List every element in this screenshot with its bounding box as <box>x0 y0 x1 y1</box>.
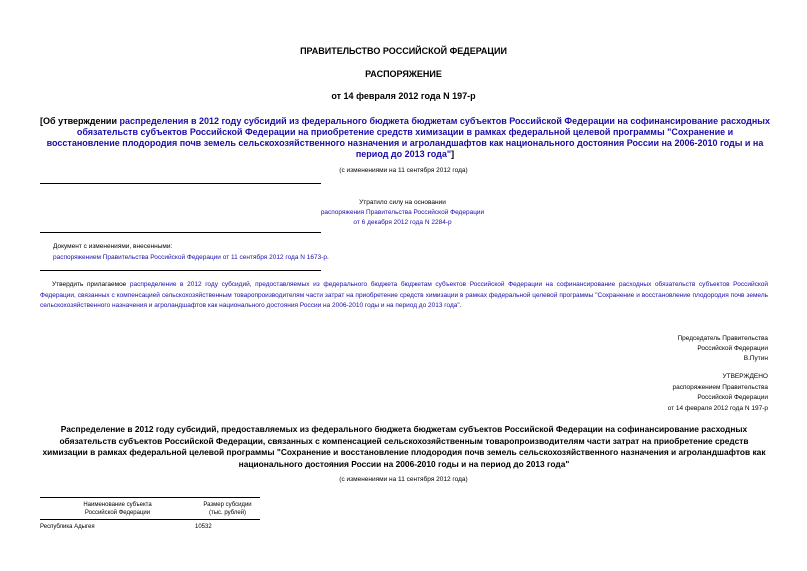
approved-line2: распоряжением Правительства <box>672 383 768 391</box>
document-heading <box>40 116 770 160</box>
approve-link[interactable]: распределение в 2012 году субсидий, предоставляемых из федерального бюджета бюджетам субъектов Российской Федерации на софинансирование расходных обязательств субъектов Российской Федерации, связанных с компенсацией сельскохозяйственным товаропроизводителям части затрат на приобретение средств химизации в рамках федеральной целевой программы "Сохранение и восстановление плодородия почв земель сельскохозяйственного назначения и агроландшафтов как национального достояния России на 2006-2010 годы и на период до 2013 года" <box>40 281 768 309</box>
signature-block <box>560 334 768 364</box>
table-header-row <box>40 498 260 520</box>
header-amount-line1: Размер субсидии <box>203 502 252 508</box>
distribution-title: Распределение в 2012 году субсидий, предоставляемых из федерального бюджета бюджетам субъектов Российской Федерации на софинансирование расходных обязательств субъектов Российской Федерации, связанных с компенсацией сельскохозяйственным товаропроизводителям части затрат на приобретение средств химизации в рамках федеральной целевой программы "Сохранение и восстановление плодородия почв земель сельскохозяйственного назначения и агроландшафтов как национального достояния России на 2006-2010 годы и на период до 2013 года" <box>42 424 766 469</box>
signature-org: Российской Федерации <box>697 345 768 352</box>
amendment-note: (с изменениями на 11 сентября 2012 года) <box>339 167 468 174</box>
divider <box>40 270 321 271</box>
divider <box>40 183 321 184</box>
table-row <box>40 520 260 532</box>
subsidy-table <box>40 497 260 531</box>
table-cell-amount: 10532 <box>195 524 212 530</box>
lost-force-label: Утратило силу на основании <box>359 199 446 206</box>
approved-line3: Российской Федерации <box>697 394 768 401</box>
heading-suffix: ] <box>451 149 455 159</box>
signature-position: Председатель Правительства <box>677 335 768 342</box>
approve-suffix: . <box>459 302 462 309</box>
lost-force-block <box>300 198 505 228</box>
header-subject-line1: Наименование субъекта <box>83 502 152 508</box>
table-header-amount <box>195 498 260 520</box>
header-amount-line2: (тыс. рублей) <box>208 510 247 516</box>
approved-block <box>560 372 768 414</box>
divider <box>40 232 321 233</box>
amendments-label: Документ с изменениями, внесенными: <box>53 243 173 250</box>
document-date: от 14 февраля 2012 года N 197-р <box>331 91 476 101</box>
lost-force-link-line1[interactable]: распоряжения Правительства Российской Федерации <box>320 209 485 216</box>
approved-label: УТВЕРЖДЕНО <box>722 373 768 380</box>
amendment-note-2: (с изменениями на 11 сентября 2012 года) <box>339 476 468 483</box>
document-type: РАСПОРЯЖЕНИЕ <box>365 69 442 79</box>
amendments-box <box>53 241 453 263</box>
lost-force-link-line2[interactable]: от 6 декабря 2012 года N 2284-р <box>353 219 452 226</box>
heading-link[interactable]: распределения в 2012 году субсидий из федерального бюджета бюджетам субъектов Российской Федерации на софинансирование расходных обязательств субъектов Российской Федерации на приобретение средств химизации в рамках федеральной целевой программы "Сохранение и восстановление плодородия почв земель сельскохозяйственного назначения и агроландшафтов как национального достояния России на 2006-2010 годы и на период до 2013 года" <box>46 116 770 159</box>
table-header-subject <box>40 498 195 520</box>
table-cell-subject: Республика Адыгея <box>40 524 95 530</box>
amendments-link[interactable]: распоряжением Правительства Российской Федерации от 11 сентября 2012 года N 1673-р <box>53 254 328 261</box>
approve-prefix: Утвердить прилагаемое <box>52 281 130 288</box>
header-subject-line2: Российской Федерации <box>84 510 151 516</box>
signature-name: В.Путин <box>743 355 768 362</box>
government-title: ПРАВИТЕЛЬСТВО РОССИЙСКОЙ ФЕДЕРАЦИИ <box>300 46 507 56</box>
amendments-suffix: . <box>327 254 329 261</box>
heading-prefix: [Об утверждении <box>40 116 120 126</box>
approve-paragraph <box>40 280 768 312</box>
approved-line4: от 14 февраля 2012 года N 197-р <box>667 404 768 412</box>
